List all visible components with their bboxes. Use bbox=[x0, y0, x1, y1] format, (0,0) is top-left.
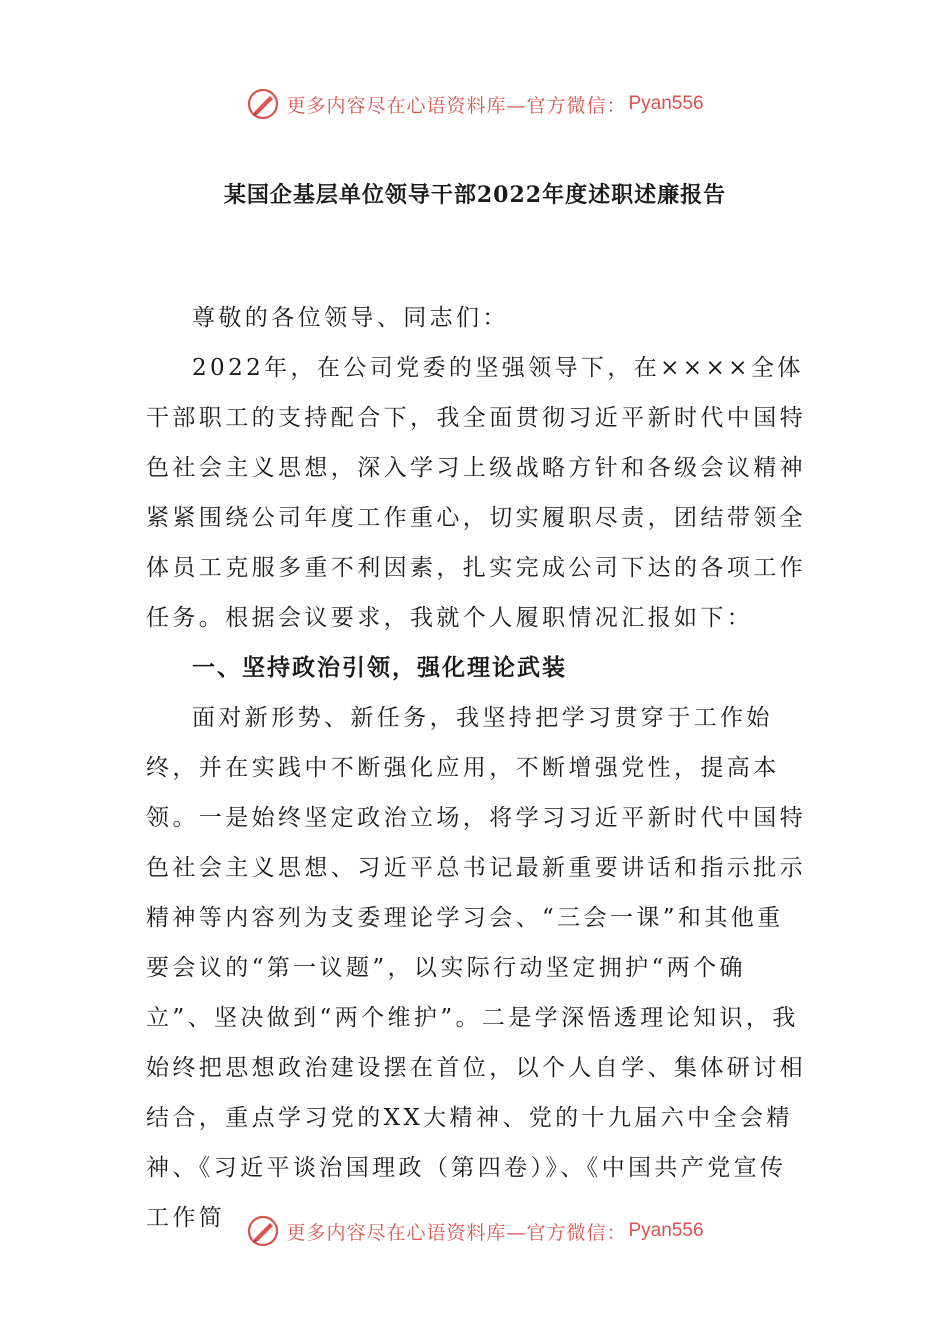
section-heading: 一、坚持政治引领，强化理论武装 bbox=[192, 655, 567, 681]
document-body bbox=[146, 293, 806, 1243]
greeting: 尊敬的各位领导、同志们： bbox=[192, 305, 509, 331]
watermark-header bbox=[0, 84, 950, 124]
pen-seal-icon bbox=[246, 87, 280, 121]
watermark-id: Pyan556 bbox=[628, 93, 704, 114]
pen-seal-icon bbox=[246, 1214, 280, 1248]
watermark-text: 更多内容尽在心语资料库—官方微信： bbox=[286, 1221, 627, 1244]
watermark-id: Pyan556 bbox=[628, 1220, 704, 1241]
watermark-footer bbox=[0, 1211, 950, 1251]
document-title: 某国企基层单位领导干部2022年度述职述廉报告 bbox=[223, 182, 727, 208]
watermark-text: 更多内容尽在心语资料库—官方微信： bbox=[286, 94, 627, 117]
intro-paragraph: 2022年，在公司党委的坚强领导下，在××××全体干部职工的支持配合下，我全面贯彻习近平新时代中国特色社会主义思想，深入学习上级战略方针和各级会议精神紧紧围绕公司年度工作重心，切实履职尽责，团结带领全体员工克服多重不利因素，扎实完成公司下达的各项工作任务。根据会议要求，我就个人履职情况汇报如下： bbox=[146, 355, 806, 631]
section-paragraph: 面对新形势、新任务，我坚持把学习贯穿于工作始终，并在实践中不断强化应用，不断增强党性，提高本领。一是始终坚定政治立场，将学习习近平新时代中国特色社会主义思想、习近平总书记最新重要讲话和指示批示精神等内容列为支委理论学习会、“三会一课”和其他重要会议的“第一议题”，以实际行动坚定拥护“两个确立”、坚决做到“两个维护”。二是学深悟透理论知识，我始终把思想政治建设摆在首位，以个人自学、集体研讨相结合，重点学习党的XX大精神、党的十九届六中全会精神、《习近平谈治国理政（第四卷）》、《中国共产党宣传工作简 bbox=[146, 705, 806, 1231]
